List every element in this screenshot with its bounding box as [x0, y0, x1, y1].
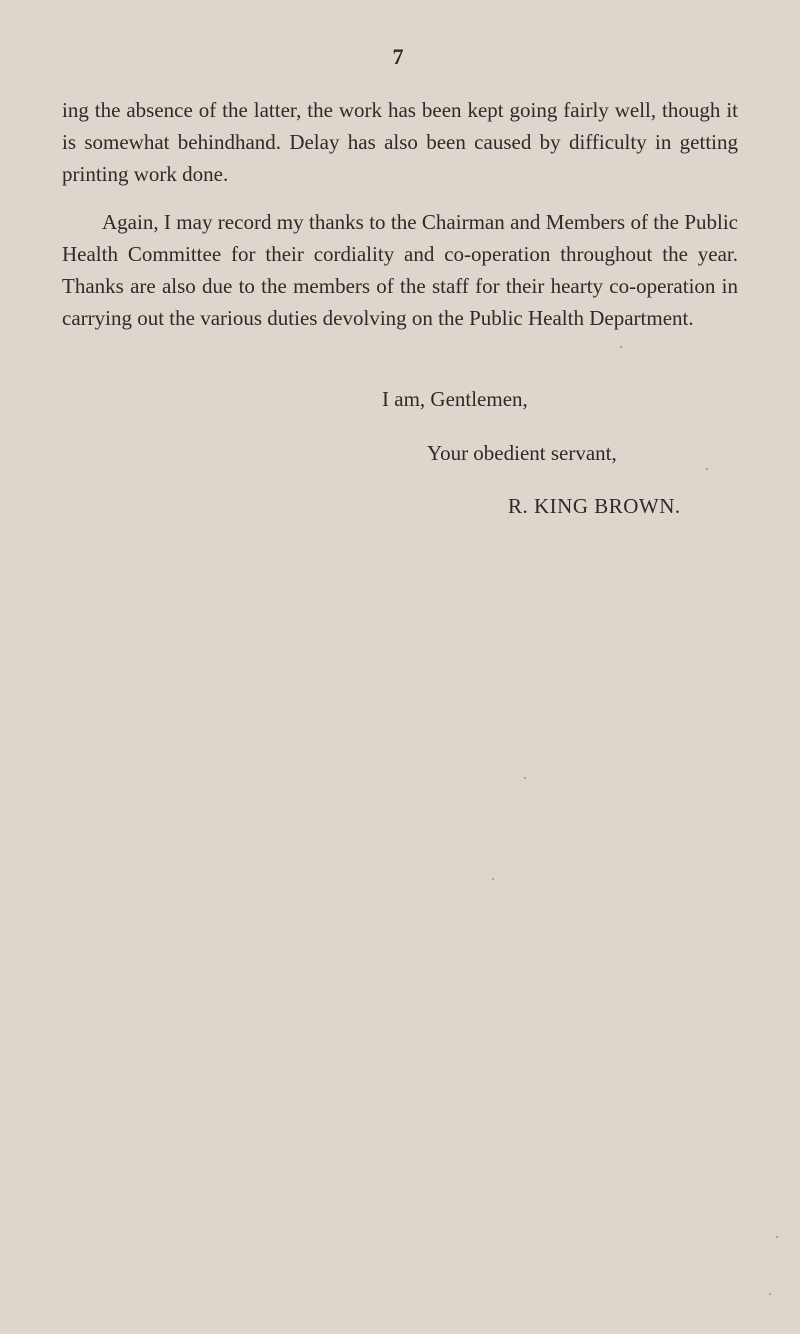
closing-valediction: Your obedient servant, — [427, 441, 617, 465]
page-number: 7 — [392, 44, 404, 69]
paper-speck — [776, 1236, 778, 1238]
body-paragraph-2: Again, I may record my thanks to the Chairman and Members of the Public Health Committee for their cordiality and co-operation throughout the year. Thanks are also due to the members of the staff for their hearty co-operation in carrying out the various duties devolving on the Public Health Department. — [62, 210, 738, 330]
paper-speck — [492, 878, 494, 880]
body-paragraph-1: ing the absence of the latter, the work has been kept going fairly well, though it is somewhat behindhand. Delay has also been caused by difficulty in getting printing work done. — [62, 98, 738, 186]
signature: R. KING BROWN. — [508, 494, 681, 518]
paper-speck — [706, 468, 708, 470]
closing-salutation: I am, Gentlemen, — [382, 387, 528, 411]
paper-speck — [769, 1293, 771, 1295]
paper-speck — [620, 346, 622, 348]
paper-speck — [524, 777, 526, 779]
